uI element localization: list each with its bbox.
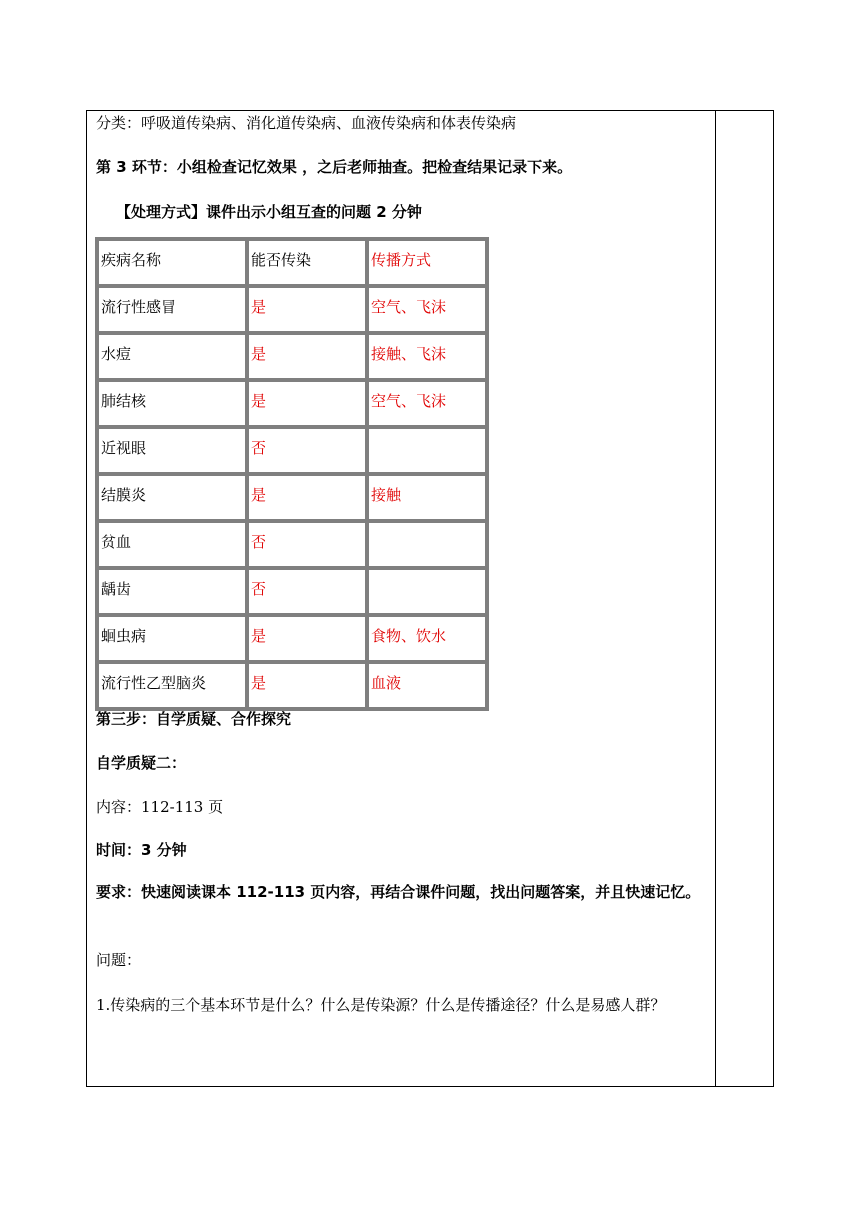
contagious-value: 是	[251, 298, 267, 316]
classification-line: 分类：呼吸道传染病、消化道传染病、血液传染病和体表传染病	[96, 114, 517, 132]
requirement-text: 要求：快速阅读课本 112-113 页内容，再结合课件问题，找出问题答案，并且快速记忆。	[96, 883, 701, 901]
route-value: 食物、饮水	[371, 627, 447, 645]
contagious-value: 是	[251, 486, 267, 504]
question-1: 1.传染病的三个基本环节是什么？什么是传染源？什么是传播途径？什么是易感人群？	[96, 996, 666, 1014]
frame-column-divider	[715, 110, 716, 1087]
disease-name: 流行性感冒	[101, 298, 177, 316]
table-row	[97, 333, 487, 380]
route-value: 空气、飞沫	[371, 392, 447, 410]
questions-label: 问题：	[96, 951, 142, 969]
contagious-value: 是	[251, 392, 267, 410]
time-line: 时间：3 分钟	[96, 841, 187, 859]
disease-name: 近视眼	[101, 439, 147, 457]
method-line: 【处理方式】课件出示小组互查的问题 2 分钟	[116, 203, 422, 221]
step3-heading: 第 3 环节：小组检查记忆效果 ，之后老师抽查。把检查结果记录下来。	[96, 158, 573, 176]
route-value	[369, 429, 485, 472]
contagious-value: 是	[251, 345, 267, 363]
table-header-row	[97, 239, 487, 286]
disease-name: 肺结核	[101, 392, 147, 410]
table-row	[97, 427, 487, 474]
route-value: 空气、飞沫	[371, 298, 447, 316]
route-value	[369, 523, 485, 566]
step-three-heading: 第三步：自学质疑、合作探究	[96, 710, 292, 728]
content-line: 内容：112-113 页	[96, 798, 224, 816]
table-row	[97, 662, 487, 709]
route-value: 接触	[371, 486, 402, 504]
contagious-value: 否	[251, 533, 267, 551]
disease-name: 结膜炎	[101, 486, 147, 504]
header-route: 传播方式	[371, 251, 432, 269]
table-row	[97, 568, 487, 615]
table-row	[97, 380, 487, 427]
disease-name: 贫血	[101, 533, 132, 551]
disease-name: 流行性乙型脑炎	[101, 674, 207, 692]
table-row	[97, 474, 487, 521]
contagious-value: 是	[251, 674, 267, 692]
header-contagious: 能否传染	[251, 251, 312, 269]
disease-name: 水痘	[101, 345, 132, 363]
table-row	[97, 615, 487, 662]
contagious-value: 是	[251, 627, 267, 645]
route-value: 血液	[371, 674, 402, 692]
contagious-value: 否	[251, 439, 267, 457]
disease-name: 龋齿	[101, 580, 132, 598]
header-disease-name: 疾病名称	[101, 251, 162, 269]
route-value: 接触、飞沫	[371, 345, 447, 363]
route-value	[369, 570, 485, 613]
contagious-value: 否	[251, 580, 267, 598]
disease-table	[95, 237, 489, 711]
table-row	[97, 521, 487, 568]
self-study-heading: 自学质疑二：	[96, 754, 187, 772]
disease-name: 蛔虫病	[101, 627, 147, 645]
table-row	[97, 286, 487, 333]
